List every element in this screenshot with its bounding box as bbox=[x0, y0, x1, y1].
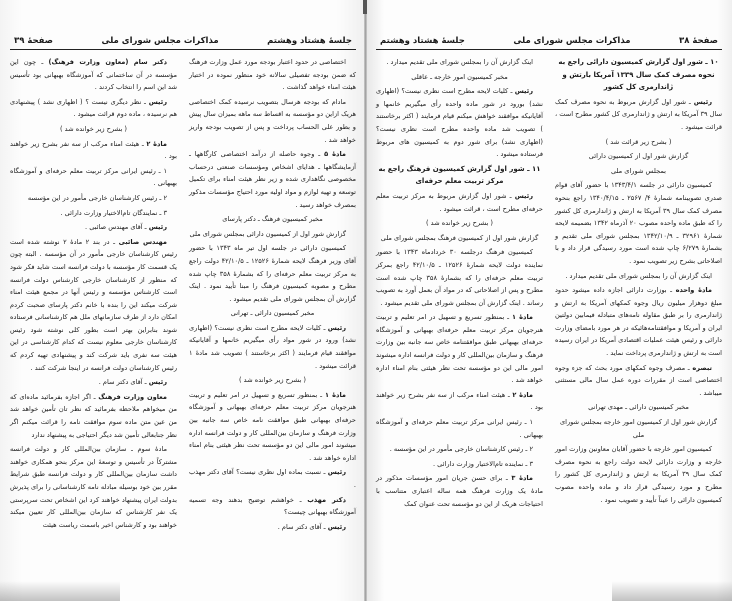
speaker-label: مادهٔ ۵ bbox=[324, 150, 346, 159]
paragraph bbox=[376, 246, 543, 309]
centered-line bbox=[376, 232, 543, 245]
centered-line bbox=[555, 150, 722, 163]
paragraph-text: ـ هیئت امناء مرکب از سه نفر بشرح زیر خواهند بود . bbox=[376, 390, 543, 412]
paragraph-text: ـ خواهشم توضیح بدهند وجه تسمیه آموزشگاه بهبهانی چیست؟ bbox=[189, 495, 356, 517]
page-header bbox=[10, 34, 356, 50]
paragraph-text: ۱۱ ـ شور اول گزارش کمیسیون فرهنگ راجع به مرکز تربیت معلم حرفه‌ای bbox=[378, 164, 541, 186]
speaker-label: رئیس bbox=[148, 223, 167, 232]
paragraph bbox=[10, 221, 177, 234]
scan-shadow bbox=[0, 581, 120, 601]
paragraph-text: کمیسیون دارائی در جلسه ۱۳۴۳/۴/۱ با حضور آقای قوام صدری تصویبنامه شمارهٔ ۴/ ۲۵۶۷ ـ ۱۳۴۰/۴/۱۵ راجع بنحوه مصرف کمک سال ۳۹ آمریکا به ارتش و ژاندارمری کل کشور را که طبق ماده واحده مصوب ۲۰ آذرماه ۱۳۴۲ بضمیمه لایحه شمارهٔ ۳۲۹۶۱ ـ ۱۳۴۲/۱۰/۹ بمجلس شورای ملی تقدیم و بشمارهٔ ۶/۲۷۹ چاپ شده است مورد رسیدگی قرار داد و با اصلاحاتی بشرح زیر تصویب نمود . bbox=[555, 181, 722, 265]
speaker-label: رئیس bbox=[148, 378, 167, 387]
paragraph-text: اینک گزارش آن را بمجلس شورای ملی تقدیم میدارد . bbox=[565, 271, 712, 280]
paragraph bbox=[10, 138, 177, 163]
paragraph-text: مادهٔ سوم ـ سازمان بین‌المللی کار و دولت فرانسه مشترکاً در تأسیس و توسعهٔ این مرکز بنحو همکاری خواهند داشت سازمان بین‌المللی کار و دولت فرانسه طبق شرایط مقرر بین خود بوسیله مبادله نامه کارشناسانی را برای پذیرش بدولت ایران پیشنهاد خواهند کرد این اشخاص تحت سرپرستی یک نفر کارشناس که سازمان بین‌المللی کار تعیین میکند خواهند بود و کارشناس اخیر باسمت ریاست هیئت bbox=[10, 445, 177, 529]
speaker-label: رئیس bbox=[514, 87, 533, 96]
speaker-label: رئیس bbox=[148, 97, 167, 106]
paragraph-text: ـ بمنظور تسریع و تسهیل در امر تعلیم و تربیت هنرجویان مرکز تربیت معلم حرفه‌ای بهبهانی و آموزشگاه حرفه‌ای بهبهانی طبق موافقت نامه خاص سه جانبه بین وزارت فرهنگ و سازمان بین‌المللی کار و دولت فرانسه اداره میشوند امور مالی این دو مؤسسه تحت نظر هیئتی بنام امناء اداره خواهد شد . bbox=[189, 390, 356, 462]
speaker-label: مادهٔ ۳ bbox=[511, 474, 533, 483]
paragraph-text: گزارش شور اول از کمیسیون فرهنگ بمجلس شورای ملی bbox=[380, 233, 539, 242]
paragraph bbox=[376, 85, 543, 161]
book-gutter bbox=[364, 0, 367, 601]
speaker-label: مادهٔ ۱ bbox=[512, 313, 533, 322]
paragraph-text: ـ برای حسن جریان امور مؤسسات مذکور در مادهٔ یک وزارت فرهنگ همه ساله اعتباری متناسب با احتیاجات هریک از این دو مؤسسه تحت عنوان کمک bbox=[376, 474, 543, 508]
paragraph bbox=[10, 391, 177, 441]
page-number: صفحهٔ ۳۹ bbox=[14, 36, 53, 46]
paragraph-text: ـ آقای دکتر سام . bbox=[277, 522, 328, 531]
paragraph bbox=[10, 56, 177, 94]
section-heading bbox=[376, 163, 543, 188]
paragraph bbox=[10, 236, 177, 375]
paragraph bbox=[10, 207, 177, 220]
centered-line bbox=[555, 165, 722, 178]
paragraph bbox=[189, 466, 356, 491]
speaker-label: دکتر سام (معاون وزارت فرهنگ) bbox=[48, 58, 167, 66]
paragraph-text: ـ نسبت بماده اول نظری نیست؟ آقای دکتر مهذب . bbox=[189, 468, 356, 489]
paragraph bbox=[10, 376, 177, 389]
paragraph bbox=[555, 284, 722, 360]
paragraph bbox=[10, 443, 177, 531]
paragraph bbox=[189, 322, 356, 372]
paragraph bbox=[189, 56, 356, 94]
centered-line bbox=[189, 213, 356, 226]
section-heading bbox=[555, 56, 722, 94]
paragraph bbox=[10, 165, 177, 190]
paragraph-text: مخبر کمیسیون فرهنگ ـ دکتر پارسای bbox=[222, 215, 323, 224]
paragraph-text: ـ وجوه حاصله از درآمد اختصاصی کارگاهها ـ آزمایشگاهها ـ هدایای اشخاص ومؤسسات صنعتی درحساب مخصوصی نگاهداری شده و زیر نظر هیئت امناء برای تکمیل توسعه و تهیه لوازم و مواد اولیه مورد احتیاج مؤسسات مذکور بمصرف خواهد رسید . bbox=[189, 150, 356, 209]
text-columns bbox=[10, 50, 356, 535]
column-left bbox=[376, 56, 543, 512]
paragraph bbox=[555, 443, 722, 506]
paragraph bbox=[189, 148, 356, 211]
paragraph-text: مادام که بودجه هرسال بتصویب نرسیده کمک اختصاصی هریک ازاین دو مؤسسه به اقساط سه ماهه بمیزان سال پیش و بطور علی الحساب پرداخت و پس از تصویب بودجه واریز خواهد شد . bbox=[189, 97, 356, 144]
session-title: جلسهٔ هشتاد وهشتم bbox=[267, 36, 352, 46]
paragraph-text: ـ بوزارت دارائی اجازه داده میشود حدود مبلغ دوهزار میلیون ریال وجوه کمکهای آمریکا به ارتش و ژاندارمری را بر طبق مقاوله نامه‌های متبادله فیمابین دولتین ایران و آمریکا و موافقتنامه‌هائیکه در هر مورد بامضای وزارت دارائی و رئیس هیئت عملیات اقتصادی آمریکا در ایران رسیده است به ارتش و ژاندارمری پرداخت نماید . bbox=[555, 286, 722, 358]
paragraph-text: ـ شور اول گزارش مربوط به مرکز تربیت معلم حرفه‌ای مطرح است ، قرائت میشود . bbox=[376, 191, 543, 213]
speaker-label: مادهٔ ۱ bbox=[325, 390, 346, 399]
paragraph-text: بمجلس شورای ملی bbox=[610, 166, 666, 175]
column-right bbox=[189, 56, 356, 535]
column-left bbox=[10, 56, 177, 535]
centered-line bbox=[555, 401, 722, 414]
publication-title: مذاکرات مجلس شورای ملی bbox=[101, 36, 219, 46]
paragraph bbox=[555, 270, 722, 283]
paragraph-text: ۱ ـ رئیس ایرانی مرکز تربیت معلم حرفه‌ای و آموزشگاه بهبهانی . bbox=[376, 418, 543, 439]
paragraph bbox=[189, 242, 356, 305]
paragraph bbox=[10, 96, 177, 121]
paragraph-text: گزارش شور اول از کمیسیون امور خارجه بمجلس شورای ملی bbox=[559, 418, 718, 439]
paragraph-text: ۱۰ ـ شور اول گزارش کمیسیون دارائی راجع به نحوه مصرف کمک سال ۱۳۳۹ آمریکا بارتش و ژاندارمری کل کشور bbox=[558, 58, 719, 92]
paragraph-text: ( بشرح زیر خوانده شد ) bbox=[60, 124, 127, 133]
paragraph-text: ـ آقای دکتر سام . bbox=[98, 378, 149, 387]
centered-line bbox=[189, 307, 356, 320]
speaker-label: مادهٔ ۲ bbox=[512, 390, 533, 399]
paragraph bbox=[555, 96, 722, 134]
speaker-label: رئیس bbox=[327, 323, 346, 332]
paragraph-text: گزارش شور اول از کمیسیون دارائی bbox=[588, 152, 689, 161]
paragraph bbox=[189, 389, 356, 465]
session-title: جلسهٔ هشتاد وهشتم bbox=[380, 36, 465, 46]
paragraph-text: کمیسیون دارائی در جلسه اول تیر ماه ۱۳۴۳ با حضور آقای وزیر فرهنگ لایحه شمارهٔ ۱۲۵۲۶ ـ ۴۲/۱۰/۵ دولت راجع به مرکز تربیت معلم حرفه‌ای را که بشمارهٔ ۳۵۸ چاپ شده مطرح و مصوبه کمیسیون فرهنگ را مبنا تأیید نمود . اینک گزارش آن بمجلس شورای ملی تقدیم میشود . bbox=[189, 244, 356, 303]
paragraph-text: ۲ ـ رئیس کارشناسان خارجی مأمور در این مؤسسه . bbox=[389, 445, 533, 454]
paragraph-text: ۳ ـ نمایندگان تام‌الاختیار وزارت دارائی . bbox=[60, 208, 167, 217]
paragraph bbox=[376, 311, 543, 387]
paragraph-text: ـ نظر دیگری نیست ؟ ( اظهاری نشد ) پیشنهادی هم نرسیده ، ماده دوم قرائت میشود . bbox=[10, 97, 177, 119]
speaker-label: رئیس bbox=[693, 97, 712, 106]
publication-title: مذاکرات مجلس شورای ملی bbox=[513, 36, 631, 46]
speaker-label: دکتر مهذب bbox=[307, 495, 346, 504]
paragraph-text: کمیسیون فرهنگ درجلسه ۳۰ خردادماه ۱۳۴۳ با حضور نماینده دولت لایحه شمارهٔ ۱۲۵۲۶ ـ ۴۲/۱۰/۵ راجع بمرکز تربیت معلم حرفه‌ای را که بشمارهٔ ۳۵۸ چاپ شده است مطرح و پس از اصلاحاتی که در مواد آن بعمل آورد به تصویب رساند . اینک گزارش آن بمجلس شورای ملی تقدیم میشود . bbox=[376, 248, 543, 307]
speaker-label: مادهٔ ۲ bbox=[146, 139, 167, 148]
paragraph-text: اینک گزارش آن را بمجلس شورای ملی تقدیم میدارد . bbox=[386, 58, 533, 66]
paragraph-text: ۲ ـ رئیس کارشناسان خارجی مأمور در این مؤسسه bbox=[27, 193, 167, 202]
paragraph-text: ۱ ـ رئیس ایرانی مرکز تربیت معلم حرفه‌ای و آموزشگاه بهبهانی . bbox=[10, 166, 177, 188]
paragraph bbox=[376, 458, 543, 471]
paragraph bbox=[555, 179, 722, 267]
speaker-label: معاون وزارت فرهنگ bbox=[98, 392, 167, 401]
paragraph-text: کمیسیون امور خارجه با حضور آقایان معاونین وزارت امور خارجه و وزارت دارائی لایحه دولت راجع به نحوه مصرف کمک سال ۳۹ آمریکا به ارتش و ژاندارمری کل کشور را مطرح و مورد رسیدگی قرار داد و ماده واحده مصوب کمیسیون دارائی را عیناً تأیید و تصویب نمود . bbox=[555, 445, 722, 504]
paragraph-text: ( بشرح زیر خوانده شد ) bbox=[239, 376, 306, 385]
paragraph-text: ـ هیئت امناء مرکب از سه نفر بشرح زیر خواهند بود . bbox=[10, 139, 177, 161]
paragraph bbox=[189, 494, 356, 519]
paragraph-text: ( بشرح زیر خوانده شد ) bbox=[426, 219, 493, 228]
speaker-label: رئیس bbox=[514, 191, 533, 200]
column-right bbox=[555, 56, 722, 512]
speaker-label: مهندس صائبی bbox=[118, 237, 167, 246]
page-number: صفحهٔ ۳۸ bbox=[679, 36, 718, 46]
paragraph bbox=[189, 228, 356, 241]
paragraph-text: ـ مصرف وجوه کمکهای مورد بحث که جزء وجوه اختصاصی است از مقررات دوره عمل سال مالی مستثنی میباشد . bbox=[555, 363, 722, 397]
paragraph-text: گزارش شور اول از کمیسیون دارائی بمجلس شورای ملی bbox=[189, 229, 346, 238]
paragraph-text: مخبر کمیسیون دارائی ـ تهرانی bbox=[230, 309, 315, 318]
paragraph bbox=[376, 56, 543, 69]
paragraph bbox=[376, 416, 543, 441]
paragraph-text: مخبر کمیسیون دارائی ـ مهدی تهرانی bbox=[588, 403, 689, 412]
paragraph-text: اختصاصی در حدود اعتبار بودجه مورد عمل وزارت فرهنگ که ضمن بودجه تفصیلی سالانه خود منظور نموده در اختیار هیئت امناء خواهد گذاشت . bbox=[189, 58, 356, 92]
speaker-label: رئیس bbox=[327, 468, 346, 477]
text-columns bbox=[376, 50, 722, 512]
centered-line bbox=[376, 217, 543, 230]
centered-line bbox=[555, 416, 722, 441]
paragraph-text: ـ چون این مؤسسه در آن ساختمانی که آموزشگاه بهبهانی بود تأسیس شد این اسم را انتخاب کردند . bbox=[10, 58, 177, 92]
paragraph-text: ( بشرح زیر قرائت شد ) bbox=[605, 137, 672, 146]
paragraph bbox=[189, 521, 356, 534]
page-header bbox=[376, 34, 722, 50]
paragraph-text: ـ شور اول گزارش مربوط به نحوه مصرف کمک سال ۳۹ آمریکا به ارتش و ژاندارمری کل کشور مطرح است ، قرائت میشود . bbox=[555, 97, 723, 131]
speaker-label: مادهٔ واحده bbox=[675, 286, 712, 295]
paragraph bbox=[189, 96, 356, 146]
paragraph-text: ـ کلیات لایحه مطرح است نظری نیست؟ (اظهاری نشد) ورود در شور مواد رأی میگیریم خانمها و آقایانیکه موافقند قیام فرمایند ( اکثر برخاستند ) تصویب شد مادهٔ ۱ قرائت میشود . bbox=[189, 323, 356, 370]
paragraph bbox=[376, 443, 543, 456]
scan-shadow bbox=[612, 581, 732, 601]
paragraph-text: ـ بمنظور تسریع و تسهیل در امر تعلیم و تربیت هنرجویان مرکز تربیت معلم حرفه‌ای بهبهانی و آموزشگاه حرفه‌ای بهبهانی طبق موافقتنامه خاص سه جانبه بین وزارت فرهنگ و سازمان بین‌المللی کار و دولت فرانسه اداره میشوند امور مالی این دو مؤسسه تحت نظر هیئتی بنام امناء اداره خواهد شد . bbox=[375, 313, 543, 385]
centered-line bbox=[376, 71, 543, 84]
paragraph-text: ۳ ـ نماینده تام‌الاختیار وزارت دارائی . bbox=[432, 459, 533, 468]
paragraph-text: ـ اگر اجازه بفرمائید ماده‌ای که من میخواهم ملاحظه بفرمائید که نظر تان تأمین خواهد شد من عین متن ماده سوم موافقت نامه را قرائت میکنم اگر نظر جنابعالی تأمین شد دیگر احتیاجی به پیشنهاد ندارد bbox=[10, 392, 177, 439]
paragraph-text: ـ در بند ۲ مادهٔ ۲ نوشته شده است رئیس کارشناسان خارجی مأمور در آن مؤسسه . البته چون یک قسمت کار مؤسسه با دولت فرانسه است شاید فکر شود که منظور از کارشناسان خارجی کارشناس دولت فرانسه است کارشناس مؤسسه و رئیس آنها در مجمع هیئت امناء شرکت میکند این را بنده با خانم دکتر پارسای صحبت کردم امکان دارد از طرف سازمانهای ملل هم کارشناسانی فرستاده شوند بنابراین بهتر است بطور کلی نوشته شود رئیس کارشناسان خارجی معلوم نیست که کدام کارشناسی در این هیئت سه نفری باید شرکت کند و پیشنهادی تهیه کردم که رئیس کارشناسان دولت فرانسه در اینجا شرکت کنند . bbox=[10, 237, 177, 372]
centered-line bbox=[555, 136, 722, 149]
speaker-label: تبصره bbox=[692, 363, 712, 372]
paragraph bbox=[555, 362, 722, 400]
centered-line bbox=[10, 123, 177, 136]
page-38 bbox=[366, 0, 732, 601]
paragraph-text: ـ آقای مهندس صائبی . bbox=[85, 223, 149, 232]
paragraph bbox=[376, 389, 543, 414]
binding-mark bbox=[363, 0, 367, 14]
paragraph-text: ـ کلیات لایحه مطرح است نظری نیست؟ (اظهاری نشد) بورود در شور ماده واحده رأی میگیریم خانمها و آقایانیکه موافقند خواهش میکنم قیام فرمایند ( اکثر برخاستند ) تصویب شد ماده واحده مطرح است نظری نیست؟ (اظهاری نشد) برای شور دوم به کمیسیون های مربوط فرستاده میشود . bbox=[376, 87, 543, 159]
paragraph bbox=[10, 192, 177, 205]
paragraph bbox=[376, 472, 543, 510]
speaker-label: رئیس bbox=[327, 522, 346, 531]
paragraph-text: مخبر کمیسیون امور خارجه ـ عاقلی bbox=[411, 72, 508, 81]
paragraph bbox=[376, 190, 543, 215]
centered-line bbox=[189, 374, 356, 387]
